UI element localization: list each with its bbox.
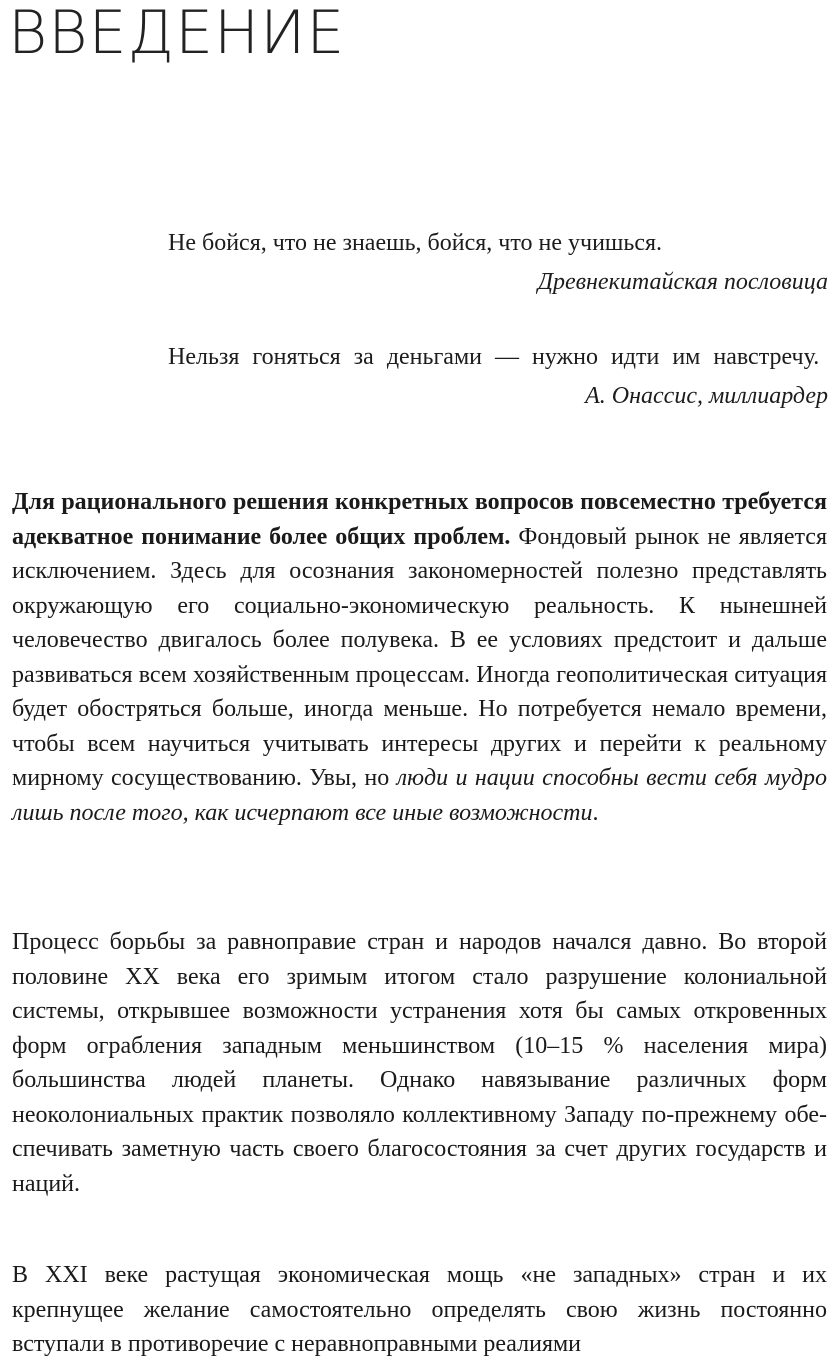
epigraph-source: А. Онассис, миллиардер [585, 383, 828, 409]
chapter-heading: ВВЕДЕНИЕ [8, 0, 346, 68]
paragraph-emphasis: люди и нации способны вести себя мудро лишь после того, как исчерпают все иные возможности [12, 765, 827, 826]
paragraph-end: . [592, 799, 599, 826]
epigraph-source: Древнекитайская пословица [537, 269, 828, 295]
paragraph-text: Фондовый рынок не является исключением. Здесь для осознания закономерностей полезно представлять окружающую его социально-экономическую реальность. К нынешней человечество двигалось более полувека. В ее условиях предстоит и дальше развиваться всем хозяйственным процессам. Иногда геополитическая ситуация будет обостряться больше, иногда меньше. Но потребуется немало времени, чтобы всем научиться учитывать интересы других и перейти к реальному мирному сосуществованию. Увы, но [12, 523, 827, 791]
paragraph-1 [12, 485, 827, 830]
paragraph-3: В XXI веке растущая экономическая мощь «не западных» стран и их крепнущее желание самостоятельно определять свою жизнь постоянно вступали в противоречие с неравноправными реалиями [12, 1262, 827, 1357]
paragraph-2: Процесс борьбы за равноправие стран и народов начался давно. Во второй половине XX века его зримым итогом стало разрушение колониальной системы, открывшее возможности устранения хотя бы самых откровенных форм ограбления западным меньшинством (10–15 % населения мира) большинства людей планеты. Однако навязывание различных форм неоколониальных практик позволяло коллективному Западу по-прежнему обеспечивать заметную часть своего благосостояния за счет других государств и наций. [12, 929, 827, 1197]
epigraph-quote: Не бойся, что не знаешь, бойся, что не учишься. [168, 230, 663, 256]
epigraph-quote: Нельзя гоняться за деньгами — нужно идти им навстречу. [168, 344, 820, 370]
epigraph-2 [168, 340, 828, 412]
epigraph-1 [168, 226, 828, 298]
paragraph-lead: Для рационального решения конкретных вопросов повсеместно требуется адекватное понимание более общих проблем. [12, 489, 827, 550]
